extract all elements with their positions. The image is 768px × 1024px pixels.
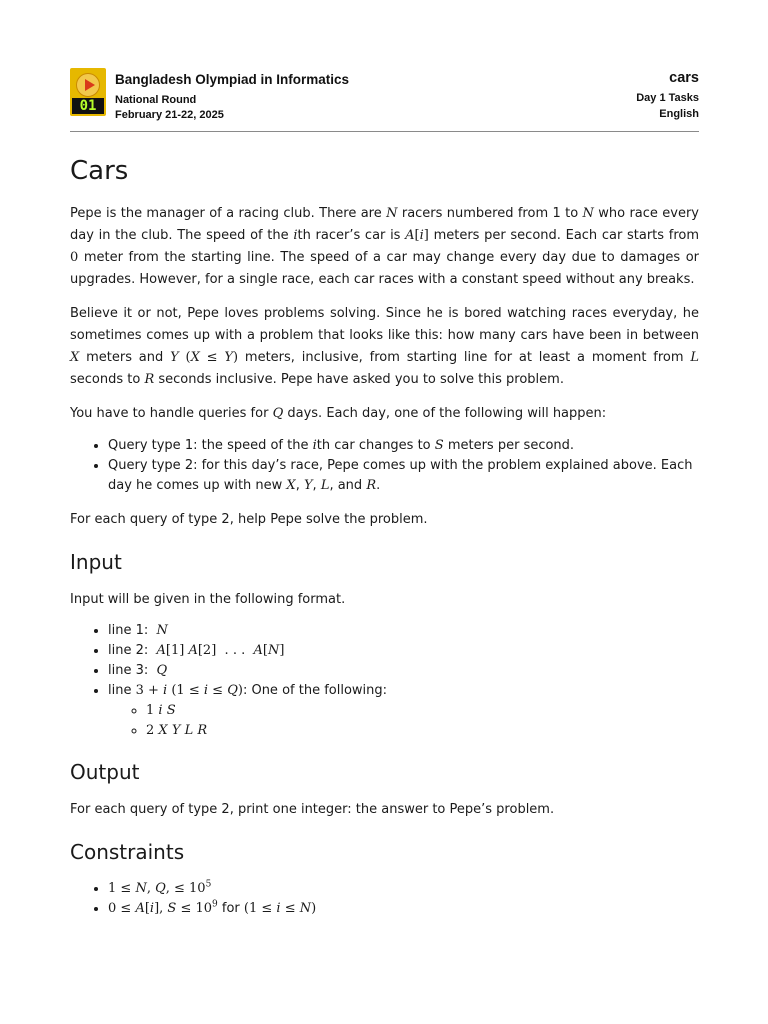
list-item: • line 3 + i (1 ≤ i ≤ Q): One of the following: ◦ 1 i S ◦ 2 X Y L R	[108, 681, 699, 741]
input-intro: Input will be given in the following format.	[70, 592, 346, 607]
constraints-heading: Constraints	[70, 840, 185, 864]
statement-paragraph-2: Believe it or not, Pepe loves problems solving. Since he is bored watching races everyday, he sometimes comes up with a problem that looks like this: how many cars have been in between X meters and Y (X ≤ Y) meters, inclusive, from starting line for at least a moment from L seconds to R seconds inclusive. Pepe have asked you to solve this problem.	[70, 306, 699, 387]
statement-paragraph-1: Pepe is the manager of a racing club. There are N racers numbered from 1 to N who race every day in the club. The speed of the ith racer’s car is A[i] meters per second. Each car starts from 0 meter from the starting line. The speed of a car may change every day due to damages or upgrades. However, for a single race, each car races with a constant speed without any breaks.	[70, 206, 699, 287]
play-icon	[76, 73, 100, 97]
problem-title: Cars	[70, 156, 129, 186]
statement-paragraph-3: You have to handle queries for Q days. Each day, one of the following will happen:	[70, 406, 607, 421]
list-item: • 1 ≤ N, Q, ≤ $10^5$	[108, 879, 699, 899]
list-item: • Query type 1: the speed of the ith car changes to S meters per second.	[108, 436, 699, 456]
query-types-list	[70, 436, 699, 496]
olympiad-logo	[70, 68, 106, 116]
round-name: National Round	[115, 94, 197, 106]
list-item: ◦ 2 X Y L R	[146, 721, 699, 741]
list-item: • line 3: Q	[108, 661, 699, 681]
header-divider	[70, 131, 699, 132]
organization-block	[115, 72, 349, 123]
list-item: • line 1: N	[108, 621, 699, 641]
list-item: • line 2: A[1] A[2] . . . A[N]	[108, 641, 699, 661]
task-name: cars	[669, 70, 699, 86]
statement-paragraph-4: For each query of type 2, help Pepe solve the problem.	[70, 512, 428, 527]
output-heading: Output	[70, 760, 140, 784]
task-day: Day 1 Tasks	[636, 92, 699, 104]
input-format-list	[70, 621, 699, 741]
constraints-list	[70, 879, 699, 919]
document-header	[70, 66, 699, 121]
logo-number: 01	[72, 98, 104, 114]
page	[70, 66, 699, 919]
task-block	[636, 70, 699, 122]
task-language: English	[659, 108, 699, 120]
list-item: • 0 ≤ A[i], $S \le 10^9$ for (1 ≤ i ≤ N)	[108, 899, 699, 919]
round-info	[115, 93, 349, 123]
organization-title: Bangladesh Olympiad in Informatics	[115, 72, 350, 87]
output-text: For each query of type 2, print one integer: the answer to Pepe’s problem.	[70, 802, 555, 817]
list-item: • Query type 2: for this day’s race, Pepe comes up with the problem explained above. Each day he comes up with new X, Y, L, and R.	[108, 456, 699, 496]
task-meta	[636, 90, 699, 122]
query-format-sublist	[108, 701, 699, 741]
input-heading: Input	[70, 550, 122, 574]
list-item: ◦ 1 i S	[146, 701, 699, 721]
contest-dates: February 21-22, 2025	[115, 109, 224, 121]
